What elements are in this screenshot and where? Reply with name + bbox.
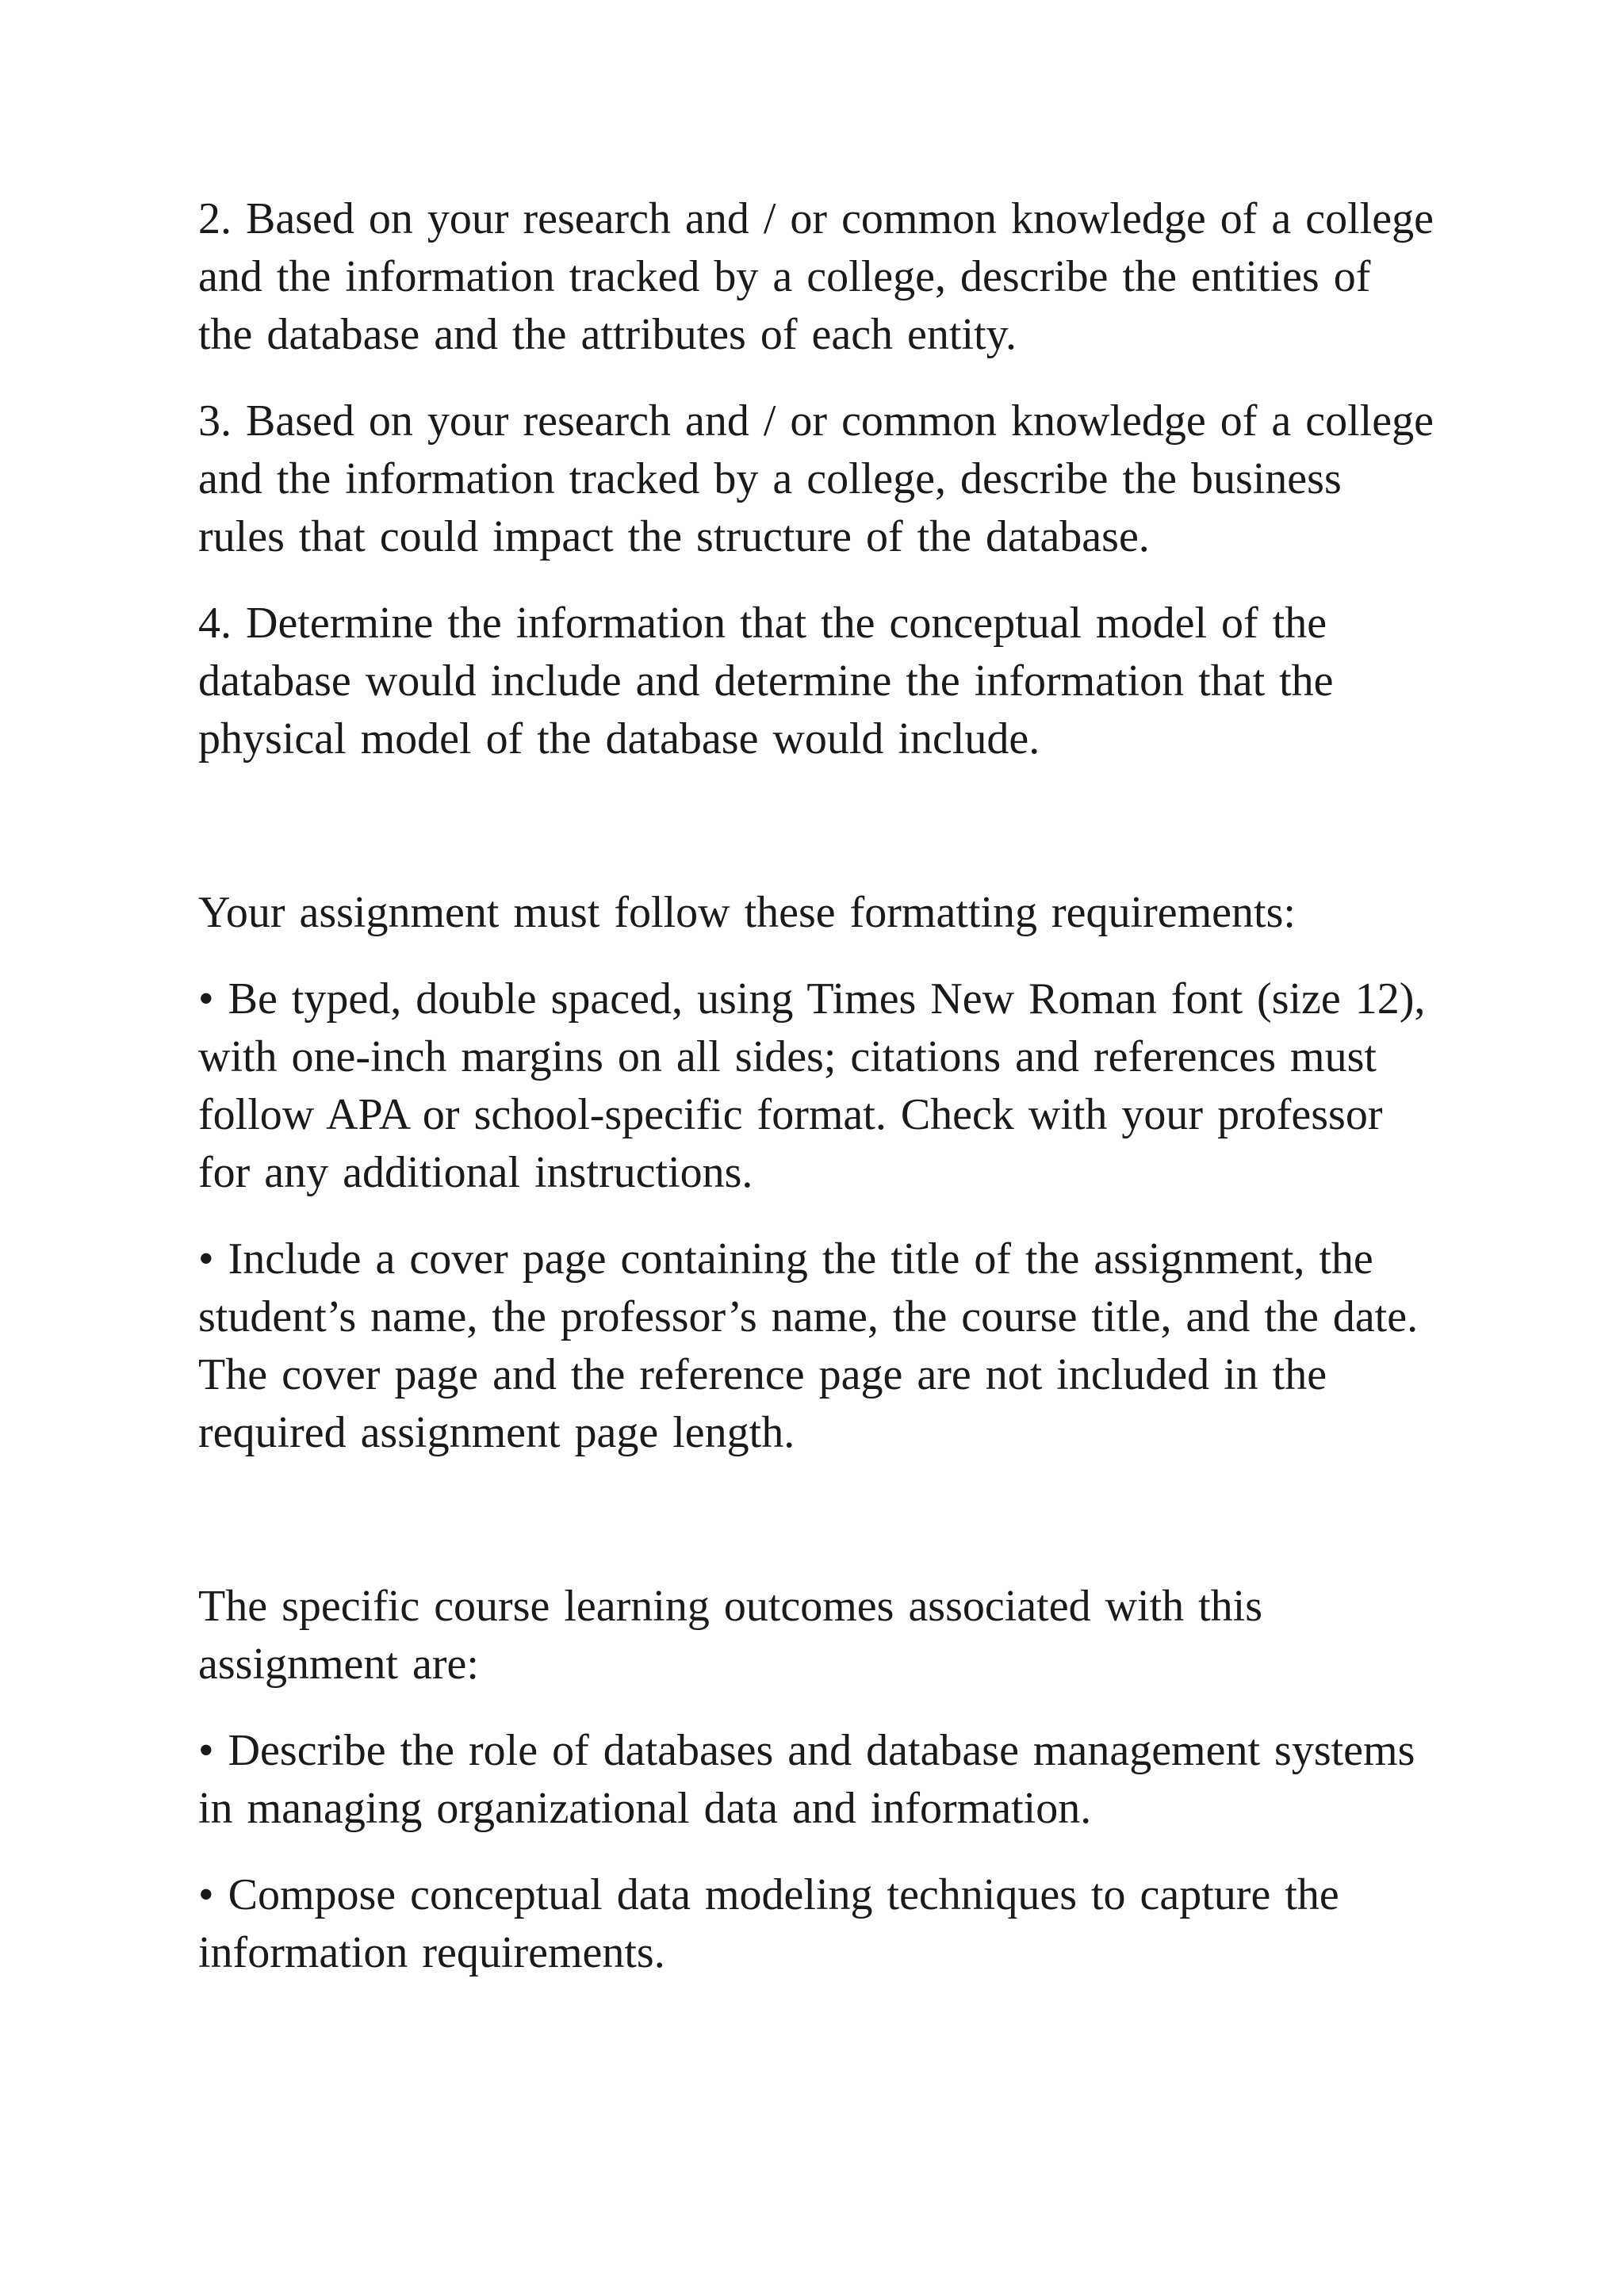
question-4: 4. Determine the information that the conceptual model of the database would include and determine the information that the physical model of the database would include.	[198, 599, 1334, 763]
question-3: 3. Based on your research and / or common knowledge of a college and the information tracked by a college, describe the business rules that could impact the structure of the database.	[198, 396, 1434, 561]
document-body	[198, 190, 1435, 2011]
outcomes-heading: The specific course learning outcomes associated with this assignment are:	[198, 1582, 1263, 1689]
outcome-item-databases: • Describe the role of databases and database management systems in managing organizational data and information.	[198, 1726, 1415, 1833]
section-spacer	[198, 797, 1435, 884]
section-spacer	[198, 1490, 1435, 1578]
formatting-item-typing: • Be typed, double spaced, using Times New Roman font (size 12), with one-inch margins on all sides; citations and references must follow APA or school-specific format. Check with your professor for any additional instructions.	[198, 974, 1426, 1197]
formatting-heading: Your assignment must follow these formatting requirements:	[198, 888, 1296, 937]
question-2: 2. Based on your research and / or common knowledge of a college and the information tracked by a college, describe the entities of the database and the attributes of each entity.	[198, 194, 1434, 359]
outcome-item-modeling: • Compose conceptual data modeling techniques to capture the information requirements.	[198, 1870, 1339, 1977]
formatting-item-cover-page: • Include a cover page containing the title of the assignment, the student’s name, the professor’s name, the course title, and the date. The cover page and the reference page are not included in the required assignment page length.	[198, 1234, 1419, 1457]
